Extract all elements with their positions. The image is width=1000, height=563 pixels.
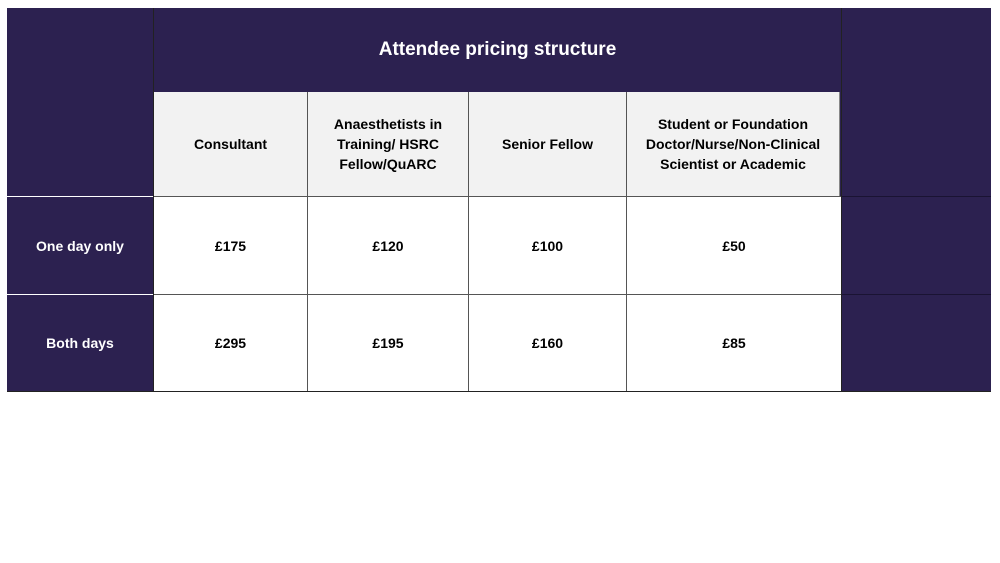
grid-line — [842, 196, 991, 197]
column-header-senior-fellow: Senior Fellow — [469, 92, 626, 196]
column-header-consultant: Consultant — [154, 92, 307, 196]
row-label-both-days: Both days — [7, 295, 153, 391]
grid-line — [468, 92, 469, 392]
grid-line — [307, 92, 308, 392]
row-separator — [7, 294, 153, 295]
grid-line — [153, 8, 154, 392]
row-label-one-day-only: One day only — [7, 197, 153, 294]
grid-line — [626, 92, 627, 392]
grid-line — [154, 196, 841, 197]
price-both-days-senior-fellow: £160 — [469, 295, 626, 391]
row-separator — [7, 196, 153, 197]
grid-line — [839, 92, 840, 197]
price-one-day-senior-fellow: £100 — [469, 197, 626, 294]
grid-line — [841, 8, 842, 392]
price-both-days-consultant: £295 — [154, 295, 307, 391]
price-one-day-student: £50 — [627, 197, 841, 294]
price-both-days-student: £85 — [627, 295, 841, 391]
grid-line — [842, 294, 991, 295]
grid-line — [154, 294, 841, 295]
column-header-anaesthetists-in-training: Anaesthetists in Training/ HSRC Fellow/QuARC — [308, 92, 468, 196]
table-title: Attendee pricing structure — [378, 39, 617, 60]
price-both-days-anaesthetists: £195 — [308, 295, 468, 391]
column-header-student-or-foundation: Student or Foundation Doctor/Nurse/Non-Clinical Scientist or Academic — [627, 92, 839, 196]
price-one-day-anaesthetists: £120 — [308, 197, 468, 294]
grid-line — [7, 391, 991, 392]
price-one-day-consultant: £175 — [154, 197, 307, 294]
